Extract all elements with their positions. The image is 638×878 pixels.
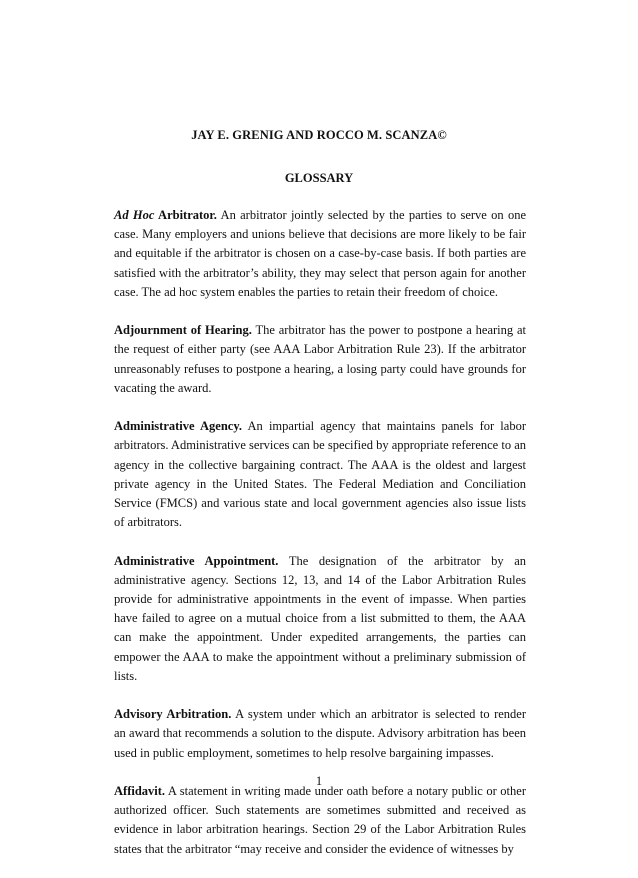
definition: An impartial agency that maintains panels for labor arbitrators. Administrative services can be specified by appropriate reference to an agency in the collective bargaining contract. The AAA is the oldest and largest private agency in the United States. The Federal Mediation and Conciliation Service (FMCS) and various state and local government agencies also issue lists of arbitrators. [114, 419, 526, 530]
glossary-entry [114, 552, 526, 686]
term: Administrative Appointment. [114, 553, 279, 568]
term: Arbitrator. [154, 208, 217, 222]
definition: A statement in writing made under oath before a notary public or other authorized officer. Such statements are sometimes submitted and received as evidence in labor arbitration hearings. Section 29 of the Labor Arbitration Rules states that the arbitrator “may receive and consider the evidence of witnesses by [114, 784, 526, 856]
page-number: 1 [315, 774, 323, 788]
page-title: GLOSSARY [284, 171, 354, 185]
definition: A system under which an arbitrator is selected to render an award that recommends a solution to the dispute. Advisory arbitration has been used in public employment, sometimes to help resolve bargaining impasses. [114, 707, 526, 760]
glossary-entry [114, 782, 526, 859]
definition: The arbitrator has the power to postpone a hearing at the request of either party (see AAA Labor Arbitration Rule 23). If the arbitrator unreasonably refuses to postpone a hearing, a losing party could have grounds for vacating the award. [114, 323, 526, 395]
definition: An arbitrator jointly selected by the parties to serve on one case. Many employers and unions believe that decisions are more likely to be fair and equitable if the arbitrator is chosen on a case-by-case basis. If both parties are satisfied with the arbitrator’s ability, they may select that person again for another case. The ad hoc system enables the parties to retain their freedom of choice. [114, 208, 527, 299]
definition: The designation of the arbitrator by an administrative agency. Sections 12, 13, and 14 of the Labor Arbitration Rules provide for administrative appointments in the event of impasse. When parties have failed to agree on a mutual choice from a list submitted to them, the AAA can make the appointment. Under expedited arrangements, the parties can empower the AAA to make the appointment without a preliminary submission of lists. [114, 553, 526, 683]
glossary-entry [114, 321, 526, 398]
glossary-entry [114, 705, 526, 763]
glossary-entry [114, 206, 526, 302]
author-text: JAY E. GRENIG AND ROCCO M. SCANZA© [191, 128, 447, 142]
author-line [0, 128, 638, 143]
term-italic: Ad Hoc [114, 208, 155, 222]
term: Adjournment of Hearing. [114, 323, 252, 338]
term: Administrative Agency. [114, 419, 243, 434]
term: Affidavit. [114, 784, 166, 799]
term: Advisory Arbitration. [114, 707, 232, 722]
glossary-entry [114, 417, 526, 532]
